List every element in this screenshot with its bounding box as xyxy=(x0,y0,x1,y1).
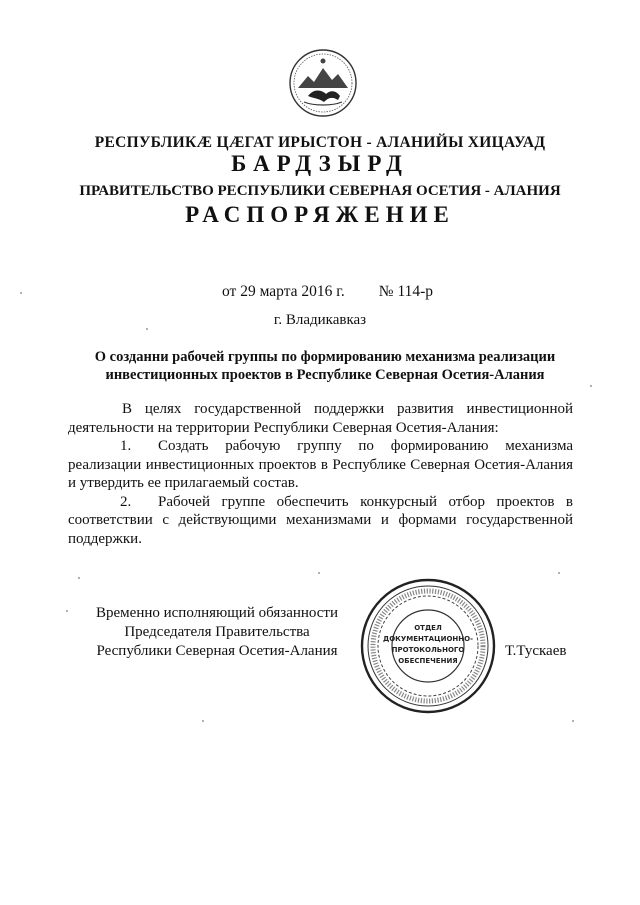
stamp-text-1: ОТДЕЛ xyxy=(414,624,442,632)
document-body xyxy=(68,400,573,548)
list-item xyxy=(68,493,573,549)
stamp-text-4: ОБЕСПЕЧЕНИЯ xyxy=(398,657,458,665)
scan-speck xyxy=(572,720,574,722)
document-type-title: РАСПОРЯЖЕНИЕ xyxy=(185,202,455,227)
document-title-line-2: инвестиционных проектов в Республике Северная Осетия-Алания xyxy=(105,367,545,383)
scan-speck xyxy=(66,610,68,612)
item-text: Создать рабочую группу по формированию механизма реализации инвестиционных проектов в Республике Северная Осетия-Алания и утвердить ее прилагаемый состав. xyxy=(68,438,573,491)
scan-speck xyxy=(78,577,80,579)
scan-speck xyxy=(590,385,592,387)
scan-speck xyxy=(318,572,320,574)
signature-title-line-3: Республики Северная Осетия-Алания xyxy=(96,643,338,659)
document-title-line-1: О созданни рабочей группы по формированию механизма реализации xyxy=(94,349,556,365)
scan-speck xyxy=(202,720,204,722)
coat-of-arms-icon xyxy=(288,48,358,118)
header-bardzyrd: БАРДЗЫРД xyxy=(231,151,409,176)
signatory-name: Т.Тускаев xyxy=(505,643,567,659)
official-stamp xyxy=(360,578,496,714)
header-line-ossetian: РЕСПУБЛИКӔ ЦӔГАТ ИРЫСТОН - АЛАНИЙЫ ХИЦАУАД xyxy=(94,134,546,151)
signature-title-line-1: Временно исполняющий обязанности xyxy=(96,605,339,621)
stamp-text-2: ДОКУМЕНТАЦИОННО- xyxy=(383,635,473,643)
intro-paragraph: В целях государственной поддержки развития инвестиционной деятельности на территории Республики Северная Осетия-Алания: xyxy=(68,401,573,436)
document-number: № 114-р xyxy=(378,283,434,300)
signature-block xyxy=(96,604,338,661)
scan-speck xyxy=(146,328,148,330)
city: г. Владикавказ xyxy=(273,312,367,328)
item-number: 2. xyxy=(120,493,132,510)
document-title xyxy=(70,348,580,384)
scan-speck xyxy=(558,572,560,574)
scan-speck xyxy=(20,292,22,294)
stamp-text-3: ПРОТОКОЛЬНОГО xyxy=(391,646,465,654)
signature-title-line-2: Председателя Правительства xyxy=(124,624,310,640)
header-government: ПРАВИТЕЛЬСТВО РЕСПУБЛИКИ СЕВЕРНАЯ ОСЕТИЯ - АЛАНИЯ xyxy=(79,183,561,199)
item-number: 1. xyxy=(120,438,132,454)
document-date: от 29 марта 2016 г. xyxy=(222,283,345,300)
date-line xyxy=(222,283,433,301)
item-text: Рабочей группе обеспечить конкурсный отбор проектов в соответствии с действующими механизмами и формами государственной поддержки. xyxy=(68,493,573,547)
list-item xyxy=(68,437,573,493)
